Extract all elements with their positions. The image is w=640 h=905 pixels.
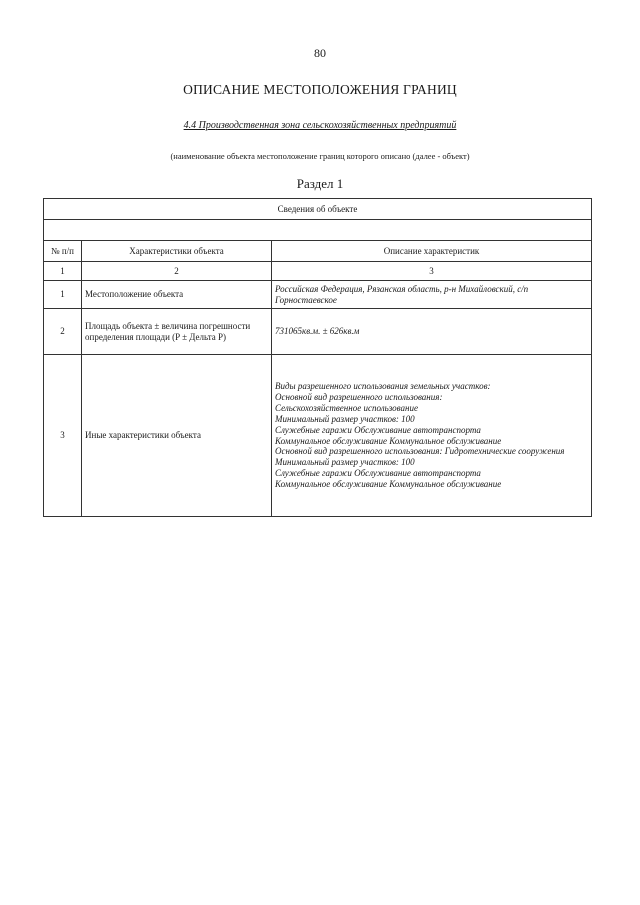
row-characteristic: Площадь объекта ± величина погрешности определения площади (P ± Дельта P) (82, 309, 272, 355)
description-line: Минимальный размер участков: 100 (275, 413, 415, 424)
column-number-3: 3 (272, 262, 592, 281)
table-row (44, 355, 592, 517)
description-line: Служебные гаражи Обслуживание автотранспорта (275, 468, 481, 479)
row-description: 731065кв.м. ± 626кв.м (272, 309, 592, 355)
description-line: Коммунальное обслуживание Коммунальное обслуживание (275, 435, 502, 446)
page-number: 80 (314, 46, 326, 60)
column-number-2: 2 (82, 262, 272, 281)
object-name: 4.4 Производственная зона сельскохозяйственных предприятий (183, 120, 457, 131)
description-line: Основной вид разрешенного использования: Гидротехнические сооружения (275, 446, 565, 457)
description-line: Виды разрешенного использования земельных участков: (275, 380, 491, 391)
description-line: Служебные гаражи Обслуживание автотранспорта (275, 424, 481, 435)
row-description: Российская Федерация, Рязанская область, р-н Михайловский, с/п Горностаевское (272, 281, 592, 309)
table-row (44, 309, 592, 355)
description-line: Коммунальное обслуживание Коммунальное обслуживание (275, 479, 502, 490)
document-title: ОПИСАНИЕ МЕСТОПОЛОЖЕНИЯ ГРАНИЦ (183, 82, 457, 97)
column-number-1: 1 (44, 262, 82, 281)
object-caption: (наименование объекта местоположение границ которого описано (далее - объект) (170, 151, 470, 161)
column-header-num: № п/п (44, 241, 82, 262)
row-description (272, 355, 592, 517)
row-characteristic: Местоположение объекта (82, 281, 272, 309)
description-line: Основной вид разрешенного использования: (275, 391, 443, 402)
column-header-characteristic: Характеристики объекта (82, 241, 272, 262)
object-info-table (43, 198, 592, 517)
table-empty-row (44, 220, 592, 241)
row-num: 1 (44, 281, 82, 309)
description-line: Сельскохозяйственное использование (275, 402, 418, 413)
section-title: Раздел 1 (296, 176, 344, 191)
row-num: 3 (44, 355, 82, 517)
table-header: Сведения об объекте (44, 199, 592, 220)
description-line: Минимальный размер участков: 100 (275, 457, 415, 468)
table-row (44, 281, 592, 309)
row-characteristic: Иные характеристики объекта (82, 355, 272, 517)
row-num: 2 (44, 309, 82, 355)
column-header-description: Описание характеристик (272, 241, 592, 262)
